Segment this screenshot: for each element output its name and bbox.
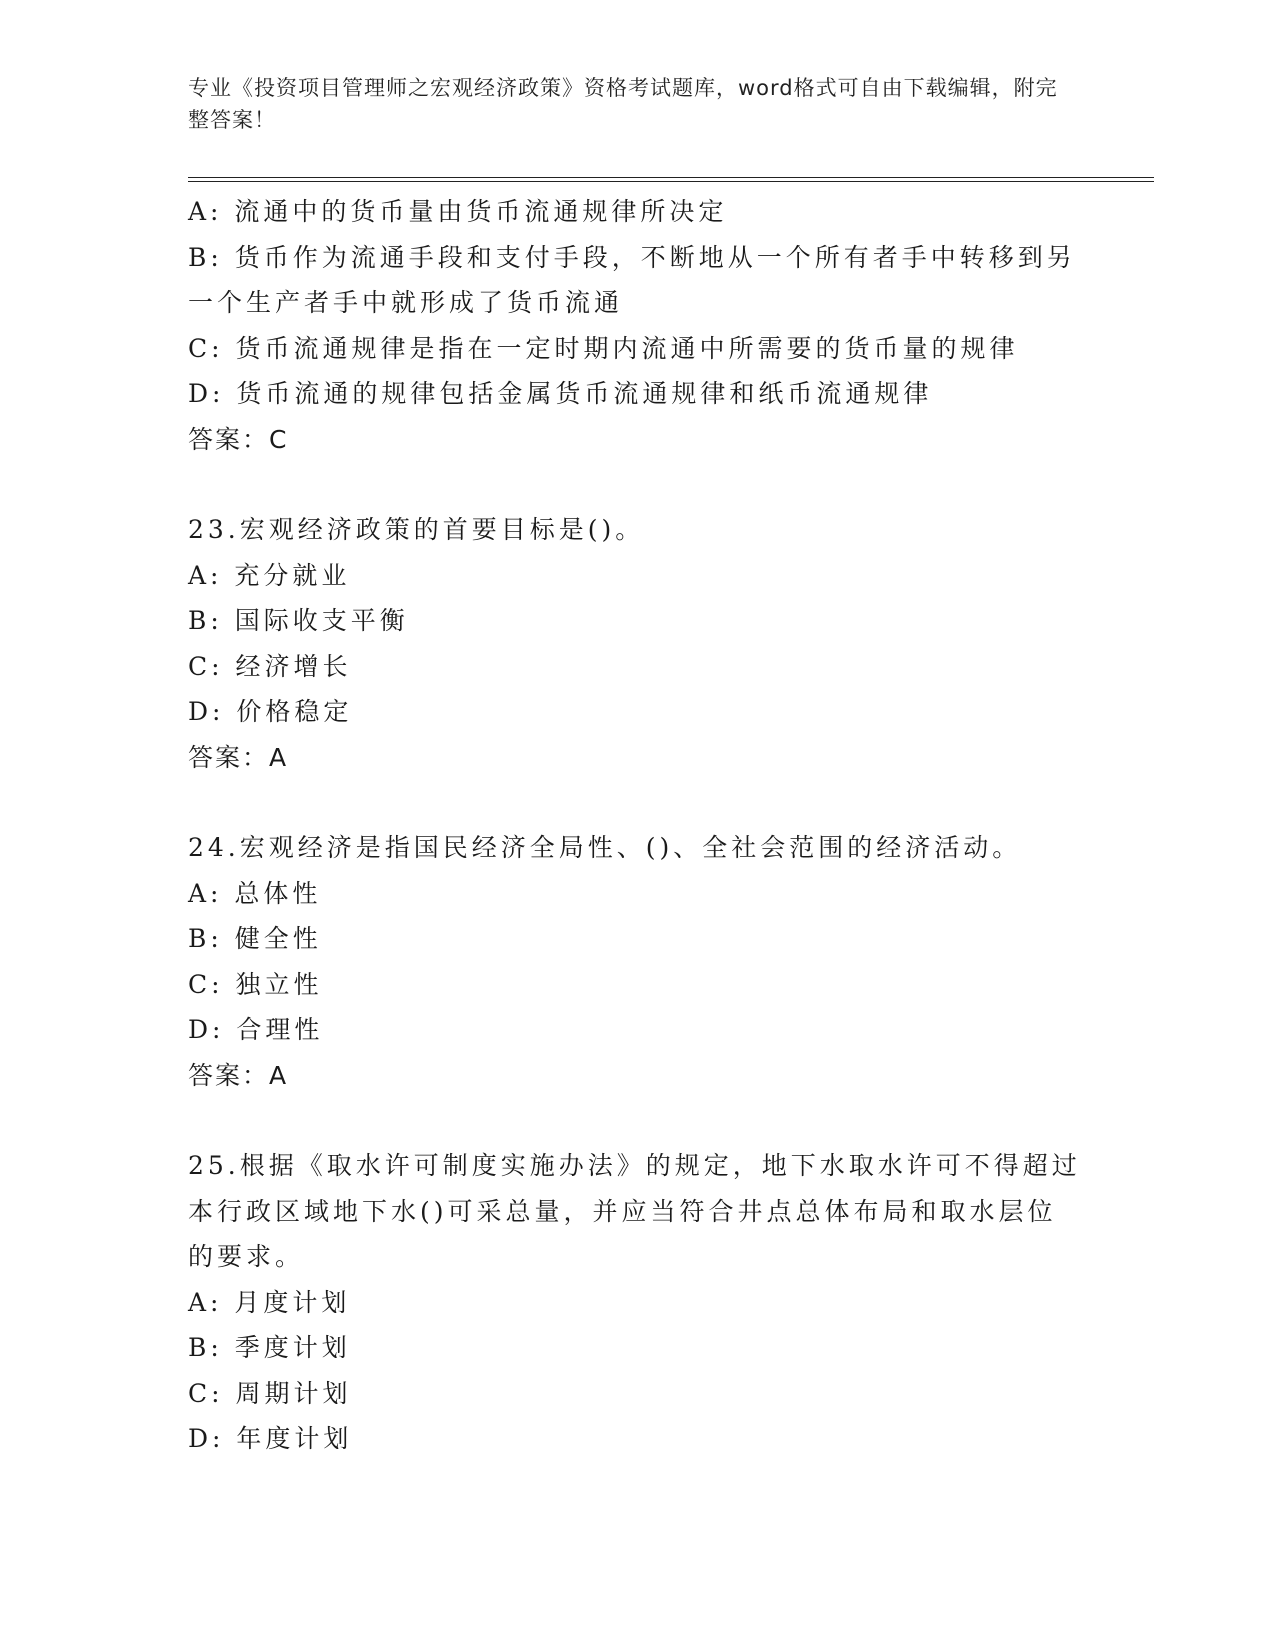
option-b: B: 季度计划: [188, 1333, 351, 1362]
option-a: A: 月度计划: [188, 1287, 351, 1317]
option-c: C: 周期计划: [188, 1378, 352, 1408]
question-24-block: [188, 825, 1088, 1098]
option-b: B: 国际收支平衡: [188, 606, 409, 635]
option-d: D: 年度计划: [188, 1424, 353, 1453]
spacer: [188, 462, 1088, 507]
spacer: [188, 1098, 1088, 1143]
question-stem: 23.宏观经济政策的首要目标是()。: [188, 515, 645, 544]
option-c: C: 独立性: [188, 969, 323, 999]
option-c: C: 经济增长: [188, 651, 352, 681]
document-header: 专业《投资项目管理师之宏观经济政策》资格考试题库，word格式可自由下载编辑，附完整答案！: [188, 76, 1058, 132]
question-stem: 24.宏观经济是指国民经济全局性、()、全社会范围的经济活动。: [188, 833, 1022, 862]
answer: 答案：C: [188, 424, 289, 454]
option-b-line-1: B: 货币作为流通手段和支付手段，不断地从一个所有者手中转移到另: [188, 242, 1076, 272]
question-stem-line-1: 25.根据《取水许可制度实施办法》的规定，地下水取水许可不得超过: [188, 1151, 1081, 1180]
question-list: [188, 189, 1088, 1462]
option-a: A: 流通中的货币量由货币流通规律所决定: [188, 197, 728, 226]
option-a: A: 充分就业: [188, 560, 351, 590]
question-25-block: [188, 1143, 1088, 1462]
header-divider-bottom: [188, 181, 1154, 182]
question-stem-line-3: 的要求。: [188, 1242, 305, 1271]
option-b: B: 健全性: [188, 924, 322, 953]
option-c: C: 货币流通规律是指在一定时期内流通中所需要的货币量的规律: [188, 333, 1019, 363]
option-d: D: 价格稳定: [188, 697, 353, 726]
option-d: D: 合理性: [188, 1015, 324, 1044]
question-22-block: [188, 189, 1088, 462]
question-stem-line-2: 本行政区域地下水()可采总量，并应当符合井点总体布局和取水层位: [188, 1196, 1057, 1226]
answer: 答案：A: [188, 742, 289, 772]
option-d: D: 货币流通的规律包括金属货币流通规律和纸币流通规律: [188, 379, 933, 408]
spacer: [188, 780, 1088, 825]
option-a: A: 总体性: [188, 878, 322, 908]
option-b-line-2: 一个生产者手中就形成了货币流通: [188, 288, 624, 317]
header-divider-top: [188, 177, 1154, 178]
question-23-block: [188, 507, 1088, 780]
answer: 答案：A: [188, 1060, 289, 1090]
